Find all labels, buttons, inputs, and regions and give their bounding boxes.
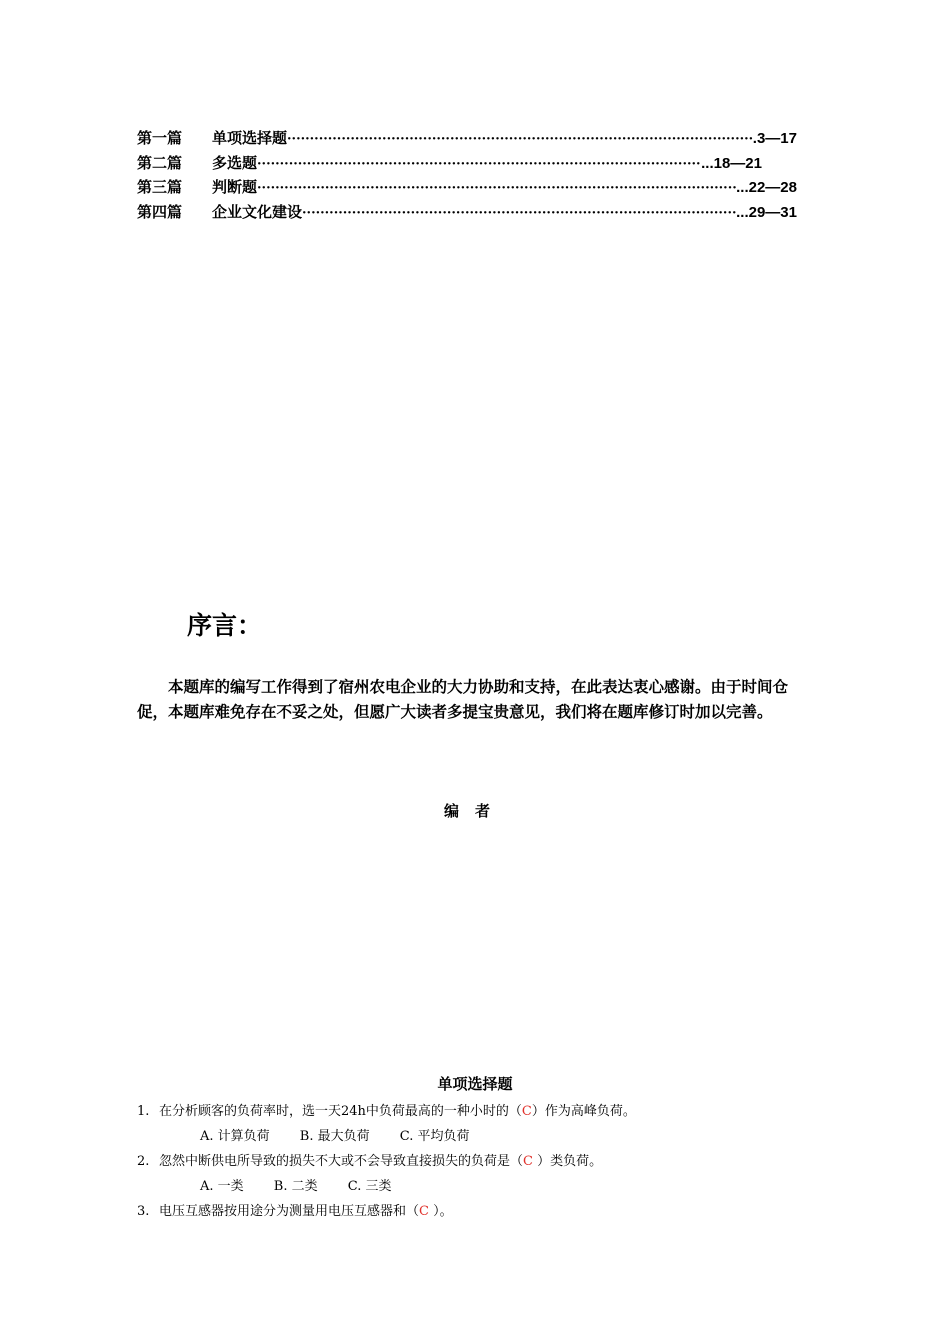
- option-c: C. 三类: [347, 1179, 392, 1194]
- preface-body: 本题库的编写工作得到了宿州农电企业的大力协助和支持，在此表达衷心感谢。由于时间仓促，本题库难免存在不妥之处，但愿广大读者多提宝贵意见，我们将在题库修订时加以完善。: [137, 677, 789, 721]
- question-text-end: ）。: [433, 1204, 453, 1219]
- table-of-contents: [137, 127, 797, 225]
- signature-text: 编者: [443, 802, 506, 820]
- answer-mark: C: [523, 1154, 538, 1169]
- question-2-options: [200, 1175, 418, 1194]
- question-text: 忽然中断供电所导致的损失不大或不会导致直接损失的负荷是（: [159, 1154, 524, 1169]
- toc-leader-dots: [257, 157, 701, 172]
- toc-entry-4[interactable]: [137, 201, 797, 226]
- toc-title: 企业文化建设: [212, 202, 303, 221]
- toc-leader-dots: [302, 206, 736, 221]
- question-2: [137, 1150, 602, 1169]
- toc-part-label: 第四篇: [137, 202, 183, 221]
- answer-mark: C: [521, 1104, 532, 1119]
- option-c: C. 平均负荷: [399, 1129, 470, 1144]
- toc-part-label: 第二篇: [137, 153, 183, 172]
- option-b: B. 最大负荷: [299, 1129, 370, 1144]
- toc-part-label: 第三篇: [137, 178, 183, 196]
- toc-entry-1[interactable]: [137, 127, 797, 152]
- toc-leader-dots: [287, 132, 753, 147]
- question-text: 在分析顾客的负荷率时，选一天24h中负荷最高的一种小时的（: [159, 1104, 522, 1119]
- question-number: 1.: [137, 1104, 150, 1119]
- option-b: B. 二类: [273, 1179, 318, 1194]
- option-a: A. 计算负荷: [200, 1129, 270, 1144]
- preface-title: 序言：: [187, 611, 263, 640]
- question-text-end: ）作为高峰负荷。: [531, 1104, 636, 1119]
- question-1: [137, 1100, 636, 1119]
- toc-entry-2[interactable]: [137, 152, 762, 177]
- toc-entry-3[interactable]: [137, 176, 797, 201]
- answer-mark: C: [419, 1204, 434, 1219]
- toc-part-label: 第一篇: [137, 129, 183, 147]
- option-a: A. 一类: [200, 1179, 244, 1194]
- question-3: [137, 1200, 453, 1219]
- toc-page-range: ...18—21: [701, 154, 762, 172]
- toc-page-range: ...29—31: [736, 203, 797, 221]
- question-number: 2.: [137, 1154, 150, 1169]
- toc-title: 多选题: [212, 153, 258, 172]
- preface-signature: [0, 800, 950, 821]
- question-text-end: ）类负荷。: [537, 1154, 603, 1169]
- section-title: 单项选择题: [437, 1075, 513, 1093]
- toc-title: 判断题: [212, 178, 258, 196]
- question-text: 电压互感器按用途分为测量用电压互感器和（: [159, 1204, 420, 1219]
- toc-page-range: .3—17: [752, 130, 797, 147]
- toc-title: 单项选择题: [212, 129, 288, 147]
- toc-leader-dots: [257, 181, 736, 196]
- question-1-options: [200, 1125, 496, 1144]
- question-number: 3.: [137, 1204, 150, 1219]
- toc-page-range: ...22—28: [736, 179, 797, 196]
